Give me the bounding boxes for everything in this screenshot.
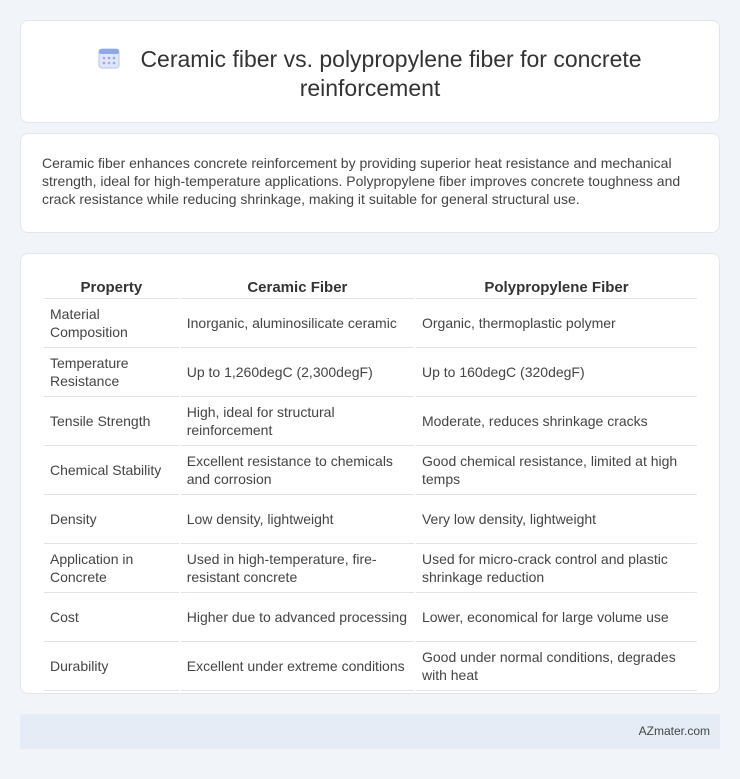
row-property: Material Composition [44, 299, 179, 348]
page-title-wrap [21, 45, 719, 103]
calendar-icon [98, 47, 120, 69]
polypropylene-value: Moderate, reduces shrinkage cracks [416, 397, 697, 446]
row-property: Cost [44, 593, 179, 642]
row-property: Chemical Stability [44, 446, 179, 495]
row-property: Temperature Resistance [44, 348, 179, 397]
polypropylene-value: Used for micro-crack control and plastic shrinkage reduction [416, 544, 697, 593]
column-header-polypropylene: Polypropylene Fiber [416, 274, 697, 299]
table-row [44, 593, 697, 642]
ceramic-value: Inorganic, aluminosilicate ceramic [181, 299, 414, 348]
table-row [44, 397, 697, 446]
comparison-card [20, 253, 720, 694]
ceramic-value: Excellent resistance to chemicals and corrosion [181, 446, 414, 495]
ceramic-value: Excellent under extreme conditions [181, 642, 414, 691]
ceramic-value: High, ideal for structural reinforcement [181, 397, 414, 446]
row-property: Tensile Strength [44, 397, 179, 446]
table-header-row [44, 274, 697, 299]
ceramic-value: Low density, lightweight [181, 495, 414, 544]
title-card [20, 20, 720, 123]
polypropylene-value: Lower, economical for large volume use [416, 593, 697, 642]
table-row [44, 446, 697, 495]
intro-card [20, 133, 720, 233]
polypropylene-value: Good under normal conditions, degrades with heat [416, 642, 697, 691]
ceramic-value: Higher due to advanced processing [181, 593, 414, 642]
comparison-table [42, 274, 699, 691]
row-property: Density [44, 495, 179, 544]
page-title: Ceramic fiber vs. polypropylene fiber for concrete reinforcement [140, 46, 642, 101]
polypropylene-value: Organic, thermoplastic polymer [416, 299, 697, 348]
row-property: Application in Concrete [44, 544, 179, 593]
table-row [44, 495, 697, 544]
polypropylene-value: Good chemical resistance, limited at high temps [416, 446, 697, 495]
column-header-property: Property [44, 274, 179, 299]
footer-bar [20, 714, 720, 749]
ceramic-value: Used in high-temperature, fire-resistant concrete [181, 544, 414, 593]
polypropylene-value: Up to 160degC (320degF) [416, 348, 697, 397]
ceramic-value: Up to 1,260degC (2,300degF) [181, 348, 414, 397]
table-row [44, 348, 697, 397]
table-row [44, 642, 697, 691]
table-row [44, 544, 697, 593]
footer-site-link[interactable]: AZmater.com [638, 724, 710, 738]
table-row [44, 299, 697, 348]
intro-paragraph: Ceramic fiber enhances concrete reinforcement by providing superior heat resistance and mechanical strength, ideal for high-temperature applications. Polypropylene fiber improves concrete toughness and crack resistance while reducing shrinkage, making it suitable for general structural use. [42, 155, 681, 207]
column-header-ceramic: Ceramic Fiber [181, 274, 414, 299]
row-property: Durability [44, 642, 179, 691]
polypropylene-value: Very low density, lightweight [416, 495, 697, 544]
